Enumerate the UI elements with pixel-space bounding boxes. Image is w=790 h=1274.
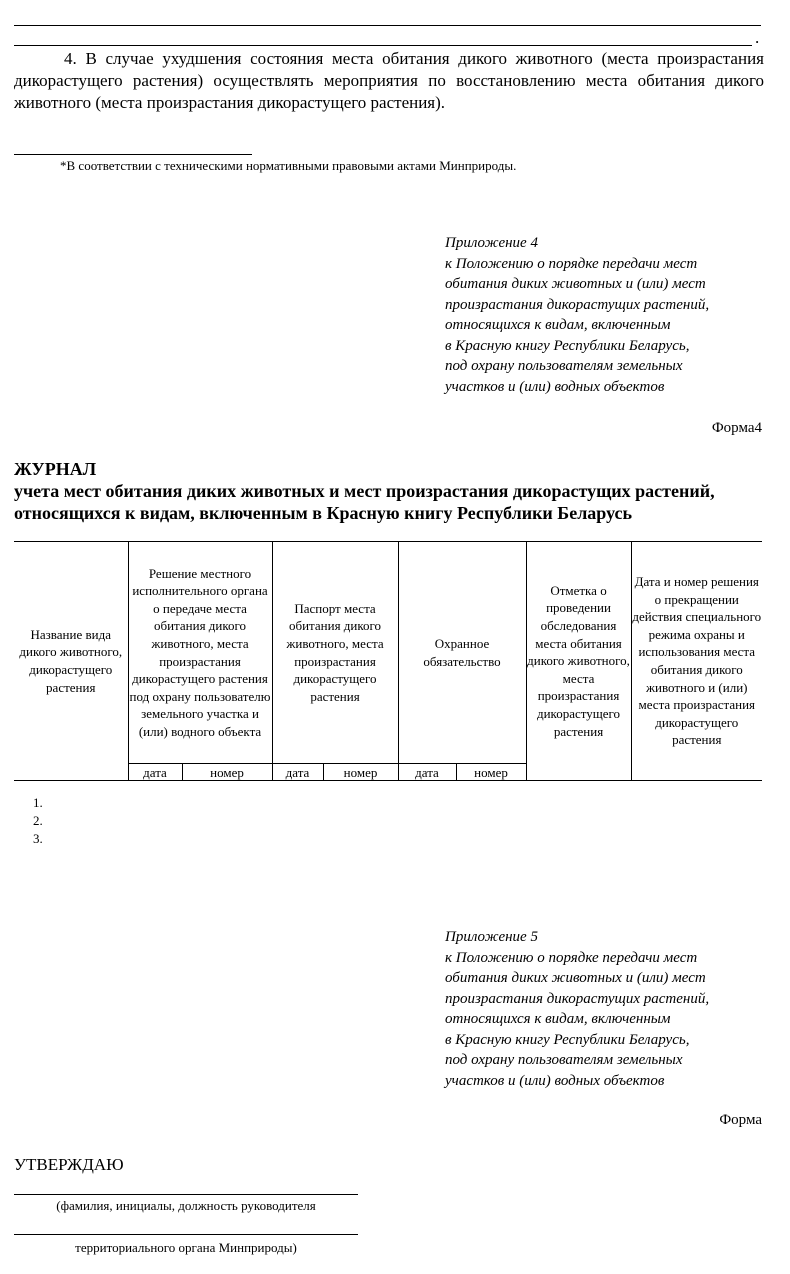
appendix-line: участков и (или) водных объектов [445, 1072, 665, 1089]
blank-line [14, 45, 752, 46]
appendix-line: участков и (или) водных объектов [445, 378, 665, 395]
subheader-number: номер [323, 764, 398, 781]
header-passport: Паспорт места обитания дикого животного, места произрастания дикорастущего растения [272, 542, 398, 764]
form-label: Форма4 [711, 420, 762, 436]
row-number: 1. [33, 795, 43, 810]
approval-title: УТВЕРЖДАЮ [14, 1155, 124, 1174]
header-obligation: Охранное обязательство [398, 542, 526, 764]
appendix-line: в Красную книгу Республики Беларусь, [445, 337, 690, 354]
appendix-line: произрастания дикорастущих растений, [445, 296, 710, 313]
appendix-5-caption [445, 927, 775, 1091]
row-number: 2. [33, 813, 43, 828]
appendix-line: относящихся к видам, включенным [445, 1011, 671, 1027]
subheader-number: номер [456, 764, 526, 781]
appendix-title: Приложение 5 [445, 929, 538, 945]
header-termination: Дата и номер решения о прекращении действия специального режима охраны и использования места обитания дикого животного и (или) места произрастания дикорастущего растения [631, 542, 762, 781]
journal-subtitle-line: учета мест обитания диких животных и мест произрастания дикорастущих растений, [14, 481, 715, 501]
appendix-line: к Положению о порядке передачи мест [445, 255, 698, 272]
period: . [755, 28, 760, 47]
journal-row-numbers [33, 794, 43, 848]
footnote: *В соответствии с техническими нормативными правовыми актами Минприроды. [60, 158, 517, 173]
header-species: Название вида дикого животного, дикорастущего растения [14, 542, 128, 781]
signature-line [14, 1194, 358, 1195]
journal-subtitle-line: относящихся к видам, включенным в Красную книгу Республики Беларусь [14, 503, 633, 523]
footnote-separator [14, 154, 252, 155]
subheader-number: номер [182, 764, 272, 781]
journal-table [14, 541, 762, 781]
appendix-title: Приложение 4 [445, 235, 538, 251]
row-number: 3. [33, 831, 43, 846]
header-decision: Решение местного исполнительного органа о передаче места обитания дикого животного, места произрастания дикорастущего растения под охрану пользователю земельного участка и (или) водного объекта [128, 542, 272, 764]
form-label: Форма [719, 1112, 762, 1128]
appendix-4-caption [445, 233, 775, 397]
subheader-date: дата [272, 764, 323, 781]
appendix-line: обитания диких животных и (или) мест [445, 276, 706, 292]
signature-line [14, 1234, 358, 1235]
appendix-line: под охрану пользователям земельных [445, 1052, 683, 1068]
appendix-line: под охрану пользователям земельных [445, 358, 683, 374]
journal-heading: ЖУРНАЛ [14, 459, 97, 479]
appendix-line: обитания диких животных и (или) мест [445, 970, 706, 986]
section-4-paragraph: 4. В случае ухудшения состояния места обитания дикого животного (места произрастания дикорастущего растения) осуществлять мероприятия по восстановлению места обитания дикого животного (места произрастания дикорастущего растения). [14, 49, 764, 112]
header-survey: Отметка о проведении обследования места обитания дикого животного, места произрастания дикорастущего растения [526, 542, 631, 781]
approval-caption-line-1: (фамилия, инициалы, должность руководителя [56, 1198, 316, 1213]
appendix-line: в Красную книгу Республики Беларусь, [445, 1031, 690, 1048]
appendix-line: произрастания дикорастущих растений, [445, 990, 710, 1007]
subheader-date: дата [398, 764, 456, 781]
appendix-line: относящихся к видам, включенным [445, 317, 671, 333]
subheader-date: дата [128, 764, 182, 781]
journal-title [14, 458, 774, 524]
approval-caption-line-2: территориального органа Минприроды) [75, 1240, 297, 1255]
blank-line [14, 25, 761, 26]
appendix-line: к Положению о порядке передачи мест [445, 949, 698, 966]
